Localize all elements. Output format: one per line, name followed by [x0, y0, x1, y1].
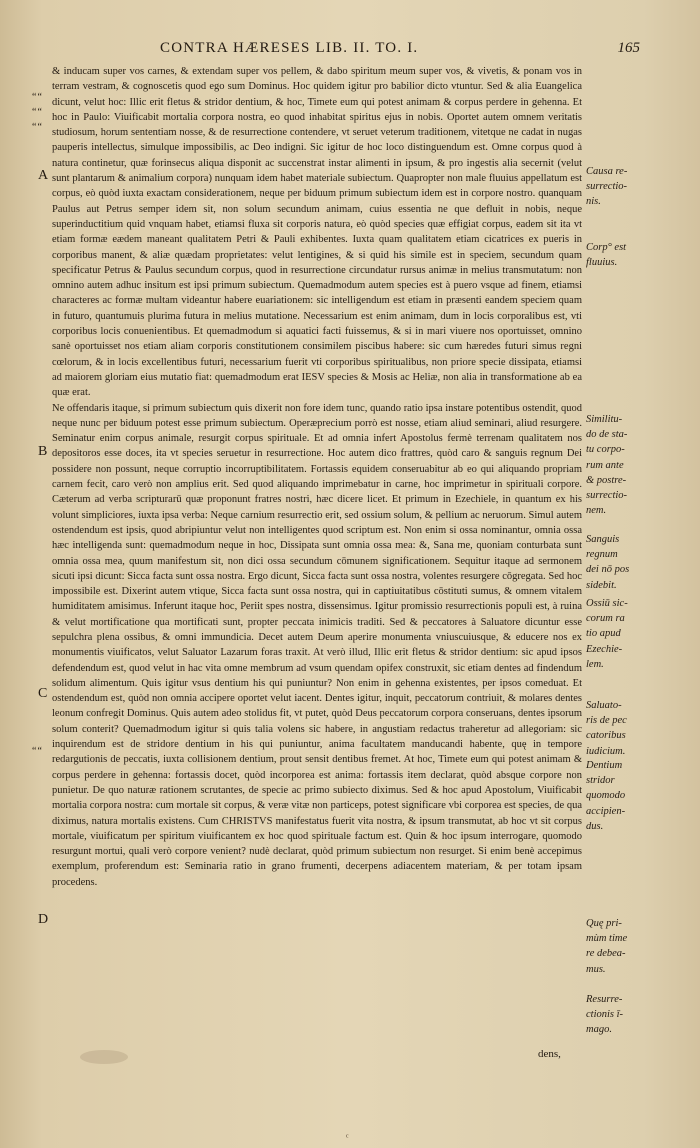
- running-title: CONTRA HÆRESES LIB. II. TO. I.: [160, 40, 419, 56]
- section-letter-c: C: [38, 686, 48, 701]
- page-header: [160, 40, 640, 66]
- folio-number: 165: [617, 40, 640, 56]
- section-letter-d: D: [38, 912, 49, 927]
- side-gloss: Causa re- surrectio- nis.: [586, 166, 628, 208]
- margin-quote-mark: ““: [32, 122, 43, 133]
- ink-smudge: [80, 1050, 128, 1064]
- side-gloss: Resurre- ctionis ī- mago.: [586, 994, 624, 1036]
- side-gloss: Quę pri- mùm time re debea- mus.: [586, 918, 628, 975]
- side-gloss: Ossiū sic- corum ra tio apud Ezechie- lem.: [586, 598, 628, 670]
- side-gloss: Saluato- ris de pec catoribus iudicium.: [586, 700, 627, 757]
- margin-quote-mark: ““: [32, 107, 43, 118]
- section-letter-b: B: [38, 444, 48, 459]
- section-letter-a: A: [38, 168, 49, 183]
- side-gloss: Similitu- do de sta- tu corpo- rum ante & postre- surrectio- nem.: [586, 414, 628, 517]
- margin-quote-mark: ““: [32, 92, 43, 103]
- body-paragraph: Ne offendaris itaque, si primum subiectum quis dixerit non fore idem tunc, quando ratio ipsa instare potentibus ostendit, quod neque nunc per biduum potest esse primum subiectum. Operæprecium porrò est nosse, etiam aliud seminari, aliud resurgere. Seminatur enim corpus animale, resurgit corpus spirituale. Et ad omnia infert Apostolus fermè terrenam qualitatem nos depositoros esse doces, ita vt species seruetur in resurrectione. Hoc autem dico frattres, quòd caro & sanguis regnum Dei possidere non possunt, neque corruptio incorruptibilitatem. Fortassis equidem conseruabitur ab eo qui aliquando propriam carnem fecit, caro verò non amplius erit. Sed quod aliquando imprimebatur in carne, hoc imprimetur in spirituali corpore. Cæterum ad verba scripturarū quæ proponunt fratres nostri, hæc dicere licet. Et primum in Ezechiele, in quantum ex his volunt simpliciores, iuxta ipsa verba: Neque carnium resurrectio erit, sed ossium solum, & pellium ac neruorum. Simul autem ostendendum est ipsis, quod abripiuntur velut non intelligentes quod scriptum est. Non enim si ossa nominantur, omnia ossa hæc intelligenda sunt: quemadmodum neque in hoc, Dissipata sunt omnia ossa mea: &, Sana me, quoniam conturbata sunt omnia ossa mea, quum manifestum sit, non dici ossa secundum cōmunem significationem. Sequitur itaque ad sermonem sicuti ipsi dicunt: Sicca facta sunt ossa nostra. Ergo dicunt, Sicca facta sunt ossa nostra, volentes resurgere cōgregata. Sed hoc impossibile est. Dixerint autem vtique, Sicca facta sunt ossa nostra, qui in captiuitatibus cōstituti sumus, & omnem vitalem humiditatem amisimus. Inferunt itaque hoc, Periit spes nostra, dissensimus. Igitur promissio resurrectionis populi est, à ruina & velut mortificatione qua mortificati sunt, propter peccata inimicis traditi. Sed & peccatores à Saluatore dicuntur esse sepulchra plena ossibus, & omni immundicia. Decet autem Deum aperire monumenta vniuscuiusque, & educere nos ex monumentis viuificatos, velut Saluator Lazarum foras traxit. At verò illud, Illic erit fletus & stridor dentium: sic apud ipsos defendendum est, quod velut in hac vita omne membrum ad vsum quendam opifex construxit, sic etiam dentes ad findendum solidum alimentum. Quis igitur vsus dentium his qui puniuntur? Non enim in gehenna existentes, per ipsos comeduat. Et ostendendum est, quòd non omnia accipere oportet velut iacent. Dentes igitur, inquit, peccatorum contriuit, & molares dentes leonum confregit Dominus. Quis autem adeo stolidus fit, vt putet, quòd Deus peccatorum corpora conseruans, dentes ipsorum solum conterit? Quemadmodum igitur si quis talia volens sic habere, in angustiam redactus traheretur ad allegoriam: sic inquirendum est de stridore dentium in his qui puniuntur, anima facultatem manducandi habente, quę in tempore redargutionis de peccatis, iuxta collisionem dentium, prout sensit dentibus fremet. At hoc, Timete eum qui potest animam & corpus perdere in gehenna: fortassis docet, quòd incorporea est anima: fortassis item declarat, quòd absque corpore non punietur. De quo naturæ rationem scrutantes, de specie ac primo subiecto diximus. Sed & hoc apud Apostolum, Viuificabit mortalia corpora nostra: cum mortale sit corpus, & veræ vitæ non particeps, potest significare vbi corporea est species, de qua diximus, natura mortalis existens. Cum CHRISTVS manifestatus fuerit vita nostra, & ipsum transmutat, ab hoc vt sit corpus mortale, viuificatum per spiritum viuificantem ex hoc quod spirituale factum est. Quin & hoc ipsum interrogare, quomodo resurgunt mortui, quali verò corpore venient? nudè declarat, quòd primum subiectum non resurget. Si enim benè accepimus exemplum, proferendum est: Seminaria ratio in grano frumenti, decerpens adiacentem materiam, & per totam ipsam procedens.: [52, 402, 582, 888]
- side-gloss: Dentium stridor quomodo accipien- dus.: [586, 760, 626, 832]
- side-gloss: Corp° est fluuius.: [586, 242, 627, 269]
- catchword: dens,: [538, 1048, 561, 1060]
- body-paragraph: & inducam super vos carnes, & extendam super vos pellem, & dabo spiritum meum super vos, & vivetis, & ponam vos in terram vestram, & cognoscetis quod ego sum Dominus. Hoc quidem igitur pro babilior dicto vtuntur. Sed & alia Euangelica dicunt, velut hoc: Illic erit fletus & stridor dentium, & hoc, Timete eum qui potest animam & corpus perdere in gehenna. Et hoc in Paulo: Viuificabit mortalia corpora nostra, eo quod inhabitat spiritus ejus in nobis. Oportet autem omnem veritatis studiosum, horum sententiam nosse, & de resurrectione contendere, vt seruet veterum traditionem, vitetque ne cadat in nugas pauperis intellectus, simulque impossibilis, ac Deo indigni. Sic igitur de hoc loco distinguendum est. Omne corpus quod à natura continetur, quæ forinsecus aliqua disponit ac succenstrat instar alimenti in ipsum, & pro ingestis alia secernit (velut sunt plantarum & animalium corpora) nunquam idem habet materiale subiectum. Quapropter non male fluuius appellatum est corpus, eò quòd iuxta exactam considerationem, neque per biduum primum subiectum idem est in corpore nostro. quanquam Paulus aut Petrus semper idem sit, non solum secundum animam, cuius essentia ne que defluit in nobis, neque superinductitium quid vnquam habet, etiamsi fluxa sit corporis natura, eò quòd species quæ effigiat corpus, eadem sit ita vt etiam formæ eædem maneant qualitatem Petri & Pauli exhibentes. Iuxta quam qualitatem etiam cicatrices ex pueris in corporibus manent, & aliæ quædam proprietates: velut lentigines, & si quid his simile est in speciem, secundum quam specificatur Petrus & Paulus secundum corpus, quod in resurrectione circundatur rursus animæ in melius transmutatum: non omnino autem adhuc insitum est ipsi primum subiectum. Quemadmodum autem species est à puero vsque ad finem, etiamsi characteres ac formæ multam videantur habere euariationem: sic intelligendum est etiam in præsenti eandem speciem quam in futuro, quantumuis plurima futura in melius mutatione. Necessarium est enim animam, dum in locis corporalibus est, vti corporibus locis conuenientibus. Et quemadmodum si aquatici facti fuissemus, & si in mari viuere nos oportuisset, omnino sanè oportuisset nos etiam aliam corporis constitutionem consimilem piscibus habere: sic cum hæredes futuri simus regni cœlorum, & in locis excellentibus futuri, necessarium fuerit vti corporibus spiritualibus, non priore specie dissipata, etiamsi ad maiorem gloriam eius mutatio fiat: quemadmodum erat IESV species & Mosis ac Heliæ, non alia in transformatione ab ea quæ erat.: [52, 66, 582, 399]
- margin-quote-mark: ““: [32, 746, 43, 757]
- side-gloss: Sanguis regnum dei nō pos sidebit.: [586, 534, 630, 591]
- main-text-block: [52, 64, 582, 890]
- gutter-mark: ᶜ: [346, 1132, 349, 1143]
